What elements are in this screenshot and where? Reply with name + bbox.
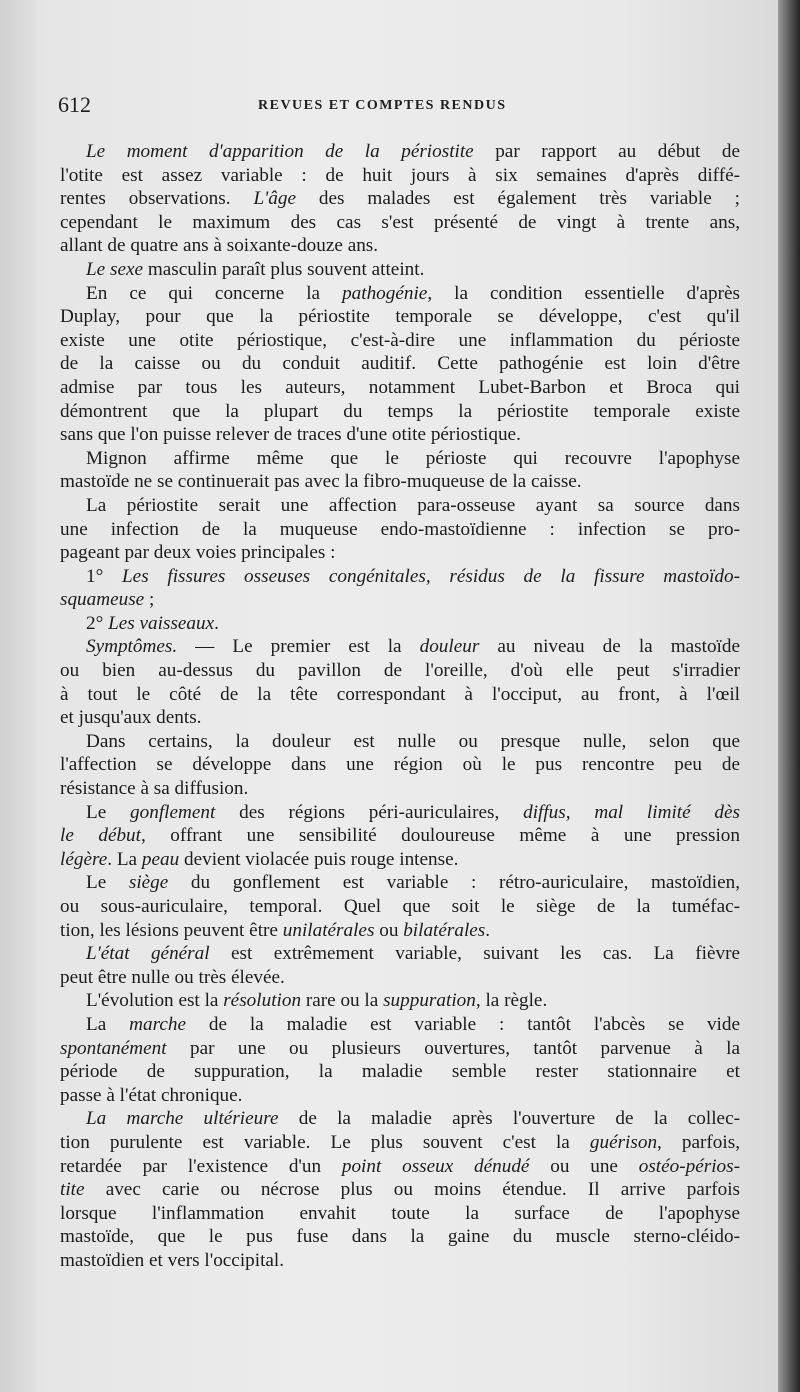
text-run: , parfois, (657, 1131, 740, 1153)
text-line (60, 1037, 740, 1061)
text-line (60, 1131, 740, 1155)
text-run: par rapport au début de (473, 141, 740, 162)
text-line (60, 211, 740, 235)
body-text (60, 140, 740, 1273)
text-run: tion purulente est variable. Le plus souvent c'est la (60, 1131, 590, 1153)
text-run: une infection de la muqueuse endo-mastoïdienne : infection se pro- (60, 518, 740, 540)
text-line (60, 258, 740, 282)
text-line (60, 329, 740, 353)
italic-run: Les vaisseaux (108, 612, 215, 634)
italic-run: Les fissures osseuses congénitales, résidus de la fissure mastoïdo- (122, 565, 740, 587)
italic-run: suppuration (383, 990, 476, 1012)
text-line (60, 494, 740, 518)
text-run: de la maladie après l'ouverture de la collec- (278, 1108, 740, 1130)
text-run: rentes observations. (60, 188, 254, 210)
text-line (60, 518, 740, 542)
text-run: rare ou la (301, 990, 384, 1012)
text-line (60, 989, 740, 1013)
text-line (60, 1107, 740, 1131)
text-run: 1° (86, 565, 122, 587)
text-run: période de suppuration, la maladie semble rester stationnaire et (60, 1061, 740, 1083)
italic-run: le début (60, 825, 141, 847)
text-run: ou (374, 919, 404, 941)
text-line (60, 612, 740, 636)
italic-run: douleur (419, 636, 480, 658)
text-run: Duplay, pour que la périostite temporale se développe, c'est qu'il (60, 306, 740, 328)
text-run: . La (107, 848, 142, 870)
text-line (60, 234, 740, 258)
text-line (60, 305, 740, 329)
text-run: avec carie ou nécrose plus ou moins étendue. Il arrive parfois (84, 1179, 740, 1201)
text-line (60, 376, 740, 400)
text-run: mastoïde, que le pus fuse dans la gaine du muscle sterno-cléido- (60, 1226, 740, 1248)
text-line (60, 848, 740, 872)
text-run: existe une otite périostique, c'est-à-dire une inflammation du périoste (60, 329, 740, 351)
text-run: Mignon affirme même que le périoste qui recouvre l'apophyse (86, 447, 740, 469)
text-run: devient violacée puis rouge intense. (179, 848, 459, 870)
text-run: allant de quatre ans à soixante-douze ans. (60, 235, 379, 257)
text-run: mastoïde ne se continuerait pas avec la fibro-muqueuse de la caisse. (60, 471, 582, 493)
text-line (60, 824, 740, 848)
text-run: de la maladie est variable : tantôt l'abcès se vide (185, 1013, 740, 1035)
text-run: masculin paraît plus souvent atteint. (143, 258, 425, 280)
text-run: La (86, 1013, 130, 1035)
text-run: ; (144, 589, 155, 611)
italic-run: tite (60, 1179, 85, 1201)
text-line (60, 470, 740, 494)
text-line (60, 919, 740, 943)
italic-run: point osseux dénudé (341, 1155, 530, 1177)
italic-run: pathogénie (342, 282, 428, 304)
text-run: peut être nulle ou très élevée. (60, 966, 285, 988)
italic-run: gonflement (130, 801, 216, 823)
text-line (60, 1060, 740, 1084)
text-line (60, 1178, 740, 1202)
italic-run: bilatérales (403, 919, 486, 941)
text-run: passe à l'état chronique. (60, 1084, 243, 1106)
text-line (60, 565, 740, 589)
text-line (60, 966, 740, 990)
italic-run: ostéo-périos- (638, 1155, 740, 1177)
text-run: , la règle. (475, 990, 548, 1012)
text-line (60, 871, 740, 895)
text-line (60, 352, 740, 376)
text-line (60, 1202, 740, 1226)
text-run: Dans certains, la douleur est nulle ou presque nulle, selon que (86, 730, 740, 752)
text-line (60, 753, 740, 777)
italic-run: Le sexe (86, 258, 144, 280)
text-line (60, 164, 740, 188)
text-line (60, 588, 740, 612)
italic-run: Le moment d'apparition de la périostite (86, 141, 474, 162)
text-run: , offrant une sensibilité douloureuse même à une pression (140, 825, 740, 847)
italic-run: résolution (223, 990, 302, 1012)
text-line (60, 777, 740, 801)
text-run: lorsque l'inflammation envahit toute la surface de l'apophyse (60, 1202, 740, 1224)
text-run: l'affection se développe dans une région où le pus rencontre peu de (60, 754, 740, 776)
italic-run: L'état général (86, 943, 210, 965)
text-run: . (485, 919, 491, 941)
text-run: sans que l'on puisse relever de traces d'une otite périostique. (60, 424, 521, 446)
text-line (60, 447, 740, 471)
text-run: par une ou plusieurs ouvertures, tantôt parvenue à la (166, 1037, 740, 1059)
text-run: ou sous-auriculaire, temporal. Quel que soit le siège de la tuméfac- (60, 896, 740, 917)
italic-run: squameuse (60, 589, 145, 611)
text-line (60, 282, 740, 306)
text-line (60, 1225, 740, 1249)
text-run: admise par tous les auteurs, notamment Lubet-Barbon et Broca qui (60, 376, 740, 398)
text-run: cependant le maximum des cas s'est présenté de vingt à trente ans, (60, 211, 740, 233)
text-run: l'otite est assez variable : de huit jours à six semaines d'après diffé- (60, 164, 740, 186)
page-header (58, 92, 758, 122)
text-run: démontrent que la plupart du temps la périostite temporale existe (60, 400, 740, 422)
italic-run: peau (141, 848, 180, 870)
text-line (60, 541, 740, 565)
text-line (60, 895, 740, 919)
text-line (60, 683, 740, 707)
text-run: est extrêmement variable, suivant les cas. La fièvre (209, 943, 740, 965)
text-line (60, 400, 740, 424)
italic-run: siège (128, 872, 169, 894)
italic-run: légère (60, 848, 108, 870)
text-line (60, 140, 740, 164)
text-run: du gonflement est variable : rétro-auriculaire, mastoïdien, (168, 872, 740, 894)
scan-edge-shadow (778, 0, 800, 1392)
running-title: REVUES ET COMPTES RENDUS (258, 98, 507, 113)
text-run: pageant par deux voies principales : (60, 542, 336, 564)
text-line (60, 730, 740, 754)
italic-run: diffus, mal limité dès (523, 801, 740, 823)
text-line (60, 706, 740, 730)
text-run: La périostite serait une affection para-osseuse ayant sa source dans (86, 494, 740, 516)
text-run: retardée par l'existence d'un (60, 1155, 342, 1177)
text-run: ou bien au-dessus du pavillon de l'oreille, d'où elle peut s'irradier (60, 660, 740, 682)
text-run: — Le premier est la (177, 636, 420, 658)
text-run: mastoïdien et vers l'occipital. (60, 1249, 285, 1271)
text-line (60, 187, 740, 211)
text-line (60, 635, 740, 659)
text-run: Le (86, 872, 129, 894)
text-line (60, 1155, 740, 1179)
text-run: tion, les lésions peuvent être (60, 919, 283, 941)
text-run: 2° (86, 612, 109, 634)
text-line (60, 942, 740, 966)
italic-run: unilatérales (282, 919, 375, 941)
text-run: des malades est également très variable ; (295, 188, 740, 210)
text-line (60, 1013, 740, 1037)
text-run: résistance à sa diffusion. (60, 778, 249, 800)
text-run: , la condition essentielle d'après (427, 282, 740, 304)
text-run: ou une (529, 1155, 639, 1177)
page-number: 612 (58, 92, 91, 117)
text-run: à tout le côté de la tête correspondant à l'occiput, au front, à l'œil (60, 683, 740, 705)
text-line (60, 1084, 740, 1108)
text-line (60, 423, 740, 447)
italic-run: La marche ultérieure (86, 1108, 279, 1130)
text-run: Le (86, 801, 131, 823)
text-run: des régions péri-auriculaires, (215, 801, 524, 823)
text-run: L'évolution est la (86, 990, 224, 1012)
italic-run: Symptômes. (86, 636, 178, 658)
text-run: En ce qui concerne la (86, 282, 343, 304)
italic-run: L'âge (253, 188, 296, 210)
italic-run: guérison (589, 1131, 658, 1153)
text-line (60, 1249, 740, 1273)
text-run: . (214, 612, 219, 634)
text-run: au niveau de la mastoïde (479, 636, 740, 658)
italic-run: marche (129, 1013, 186, 1035)
text-run: de la caisse ou du conduit auditif. Cette pathogénie est loin d'être (60, 353, 740, 375)
text-line (60, 659, 740, 683)
text-line (60, 801, 740, 825)
text-run: et jusqu'aux dents. (60, 707, 202, 729)
italic-run: spontanément (60, 1037, 167, 1059)
